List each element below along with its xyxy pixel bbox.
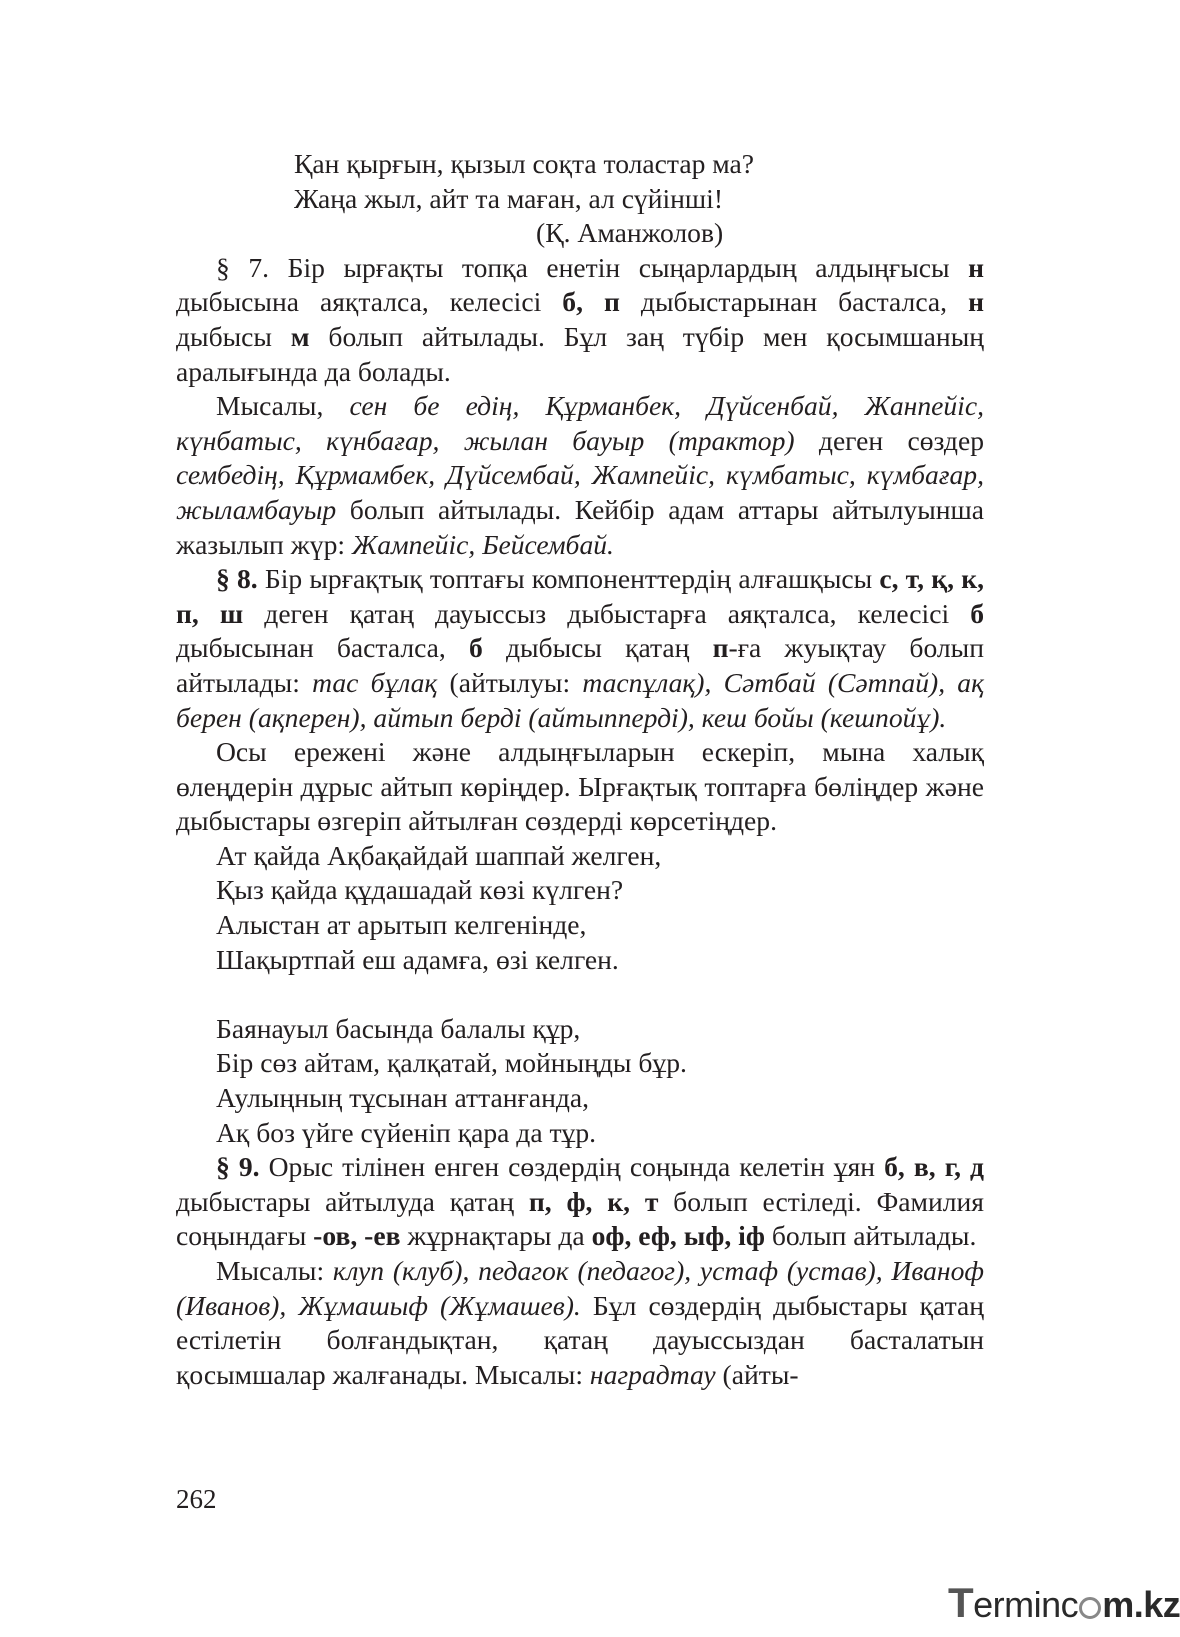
site-watermark: Terminc m.kz: [948, 1579, 1180, 1626]
paragraph-8: § 8. Бір ырғақтық топтағы компоненттердің алғашқысы с, т, қ, к, п, ш деген қатаң дауыссыз дыбыстарға аяқталса, келесісі б дыбысынан басталса, б дыбысы қатаң п-ға жуықтау болып айтылады: тас бұлақ (айтылуы: таспұлақ), Сәтбай (Сәтпай), ақ берен (ақперен), айтып берді (айтыпперді), кеш бойы (кешпойұ).: [176, 563, 984, 733]
poem-line: Бір сөз айтам, қалқатай, мойныңды бұр.: [216, 1047, 687, 1079]
paragraph-7: § 7. Бір ырғақты топқа енетін сыңарлардың алдыңғысы н дыбысына аяқталса, келесісі б, п дыбыстарынан басталса, н дыбысы м болып айтылады. Бұл заң түбір мен қосымшаның аралығында да болады.: [176, 251, 984, 387]
paragraph-7-example: Мысалы, сен бе едің, Құрманбек, Дүйсенбай, Жанпейіс, күнбатыс, күнбағар, жылан бауыр (трактор) деген сөздер сембедің, Құрмамбек, Дүйсембай, Жампейіс, күмбатыс, күмбағар, жыламбауыр болып айтылады. Кейбір адам аттары айтылуынша жазылып жүр: Жампейіс, Бейсембай.: [176, 390, 984, 560]
paragraph-9-example: Мысалы: клуп (клуб), педагок (педагог), устаф (устав), Иваноф (Иванов), Жұмашыф (Жұмашев). Бұл сөздердің дыбыстары қатаң естілетін болғандықтан, қатаң дауыссыздан басталатын қосымшалар жалғанады. Мысалы: наградтау (айты-: [176, 1255, 984, 1390]
magnifier-icon: [1079, 1597, 1101, 1619]
page-number: 262: [176, 1484, 217, 1514]
poem-line: Аулыңның тұсынан аттанғанда,: [216, 1082, 590, 1114]
verse-line: Жаңа жыл, айт та маған, ал сүйінші!: [294, 182, 724, 214]
poem-line: Шақыртпай еш адамға, өзі келген.: [216, 943, 619, 975]
poem-line: Баянауыл басында балалы құр,: [216, 1012, 581, 1044]
poem-line: Ақ боз үйге сүйеніп қара да тұр.: [216, 1116, 597, 1148]
poem-line: Ат қайда Ақбақайдай шаппай желген,: [216, 839, 662, 871]
verse-line: Қан қырғын, қызыл соқта толастар ма?: [294, 148, 755, 179]
paragraph-9: § 9. Орыс тілінен енген сөздердің соңында келетін ұян б, в, г, д дыбыстары айтылуда қатаң п, ф, к, т болып естіледі. Фамилия соңындағы -ов, -ев жұрнақтары да оф, еф, ыф, іф болып айтылады.: [176, 1151, 985, 1252]
poem-line: Қыз қайда құдашадай көзі күлген?: [216, 874, 624, 906]
verse-author: (Қ. Аманжолов): [536, 217, 724, 249]
poem-line: Алыстан ат арытып келгенінде,: [216, 909, 587, 941]
stanza-gap: [176, 977, 984, 1012]
paragraph-8-task: Осы ережені және алдыңғыларын ескеріп, мына халық өлеңдерін дұрыс айтып көріңдер. Ырғақтық топтарға бөліңдер және дыбыстары өзгеріп айтылған сөздерді көрсетіңдер.: [176, 736, 984, 837]
page-body: [176, 147, 984, 1392]
